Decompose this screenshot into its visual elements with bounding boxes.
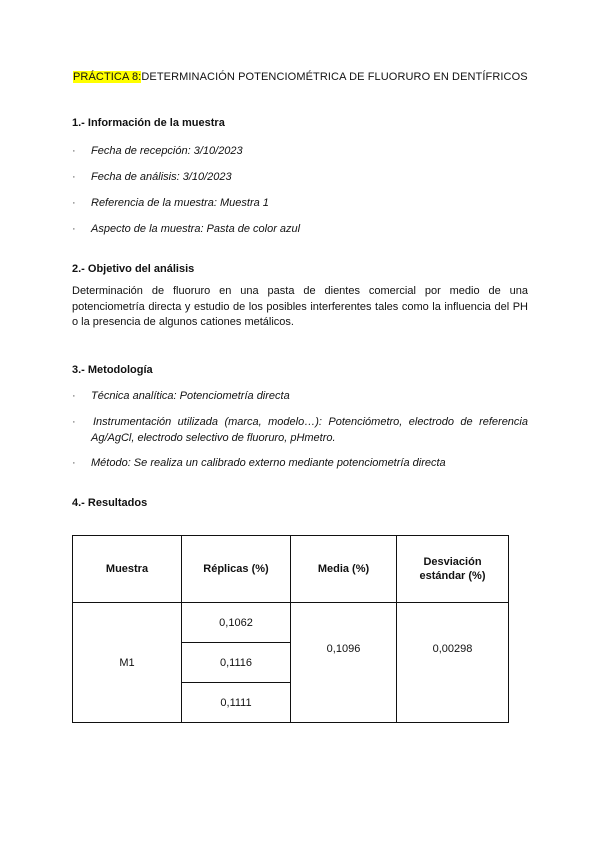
section-2-heading: 2.- Objetivo del análisis [72, 263, 195, 275]
document-title [73, 71, 528, 83]
bullet-icon: · [72, 416, 76, 428]
table-header-row [73, 536, 509, 603]
cell-replica-3: 0,1111 [182, 683, 291, 723]
header-muestra: Muestra [73, 536, 182, 603]
header-media: Media (%) [291, 536, 397, 603]
analysis-date: Fecha de análisis: 3/10/2023 [91, 171, 232, 183]
cell-media: 0,1096 [291, 603, 397, 723]
header-replicas: Réplicas (%) [182, 536, 291, 603]
table-row [73, 603, 509, 643]
section-1-heading: 1.- Información de la muestra [72, 117, 225, 129]
title-highlight: PRÁCTICA 8: [73, 71, 142, 83]
bullet-icon: · [72, 197, 76, 209]
section-3-heading: 3.- Metodología [72, 364, 153, 376]
header-desviacion [397, 536, 509, 603]
reception-date: Fecha de recepción: 3/10/2023 [91, 145, 243, 157]
header-desviacion-text: Desviación estándar (%) [419, 556, 486, 582]
section-4-heading: 4.- Resultados [72, 497, 148, 509]
objective-paragraph: Determinación de fluoruro en una pasta de dientes comercial por medio de una potenciometría directa y estudio de los posibles interferentes tales como la influencia del PH o la presencia de algunos cationes metálicos. [72, 285, 528, 328]
sample-aspect: Aspecto de la muestra: Pasta de color azul [91, 223, 301, 235]
list-item [72, 415, 528, 446]
results-table [72, 535, 509, 723]
cell-replica-2: 0,1116 [182, 643, 291, 683]
bullet-icon: · [72, 145, 76, 157]
bullet-icon: · [72, 223, 76, 235]
bullet-icon: · [72, 457, 76, 469]
bullet-icon: · [72, 171, 76, 183]
sample-reference: Referencia de la muestra: Muestra 1 [91, 197, 269, 209]
analytical-technique: Técnica analítica: Potenciometría directa [91, 390, 290, 402]
title-text: DETERMINACIÓN POTENCIOMÉTRICA DE FLUORURO EN DENTÍFRICOS [141, 71, 528, 83]
cell-muestra: M1 [73, 603, 182, 723]
instrumentation: Instrumentación utilizada (marca, modelo…): Potenciómetro, electrodo de referencia Ag/AgCl, electrodo selectivo de fluoruro, pHmetro. [91, 416, 528, 444]
bullet-icon: · [72, 390, 76, 402]
cell-replica-1: 0,1062 [182, 603, 291, 643]
cell-desviacion: 0,00298 [397, 603, 509, 723]
method: Método: Se realiza un calibrado externo mediante potenciometría directa [91, 457, 446, 469]
